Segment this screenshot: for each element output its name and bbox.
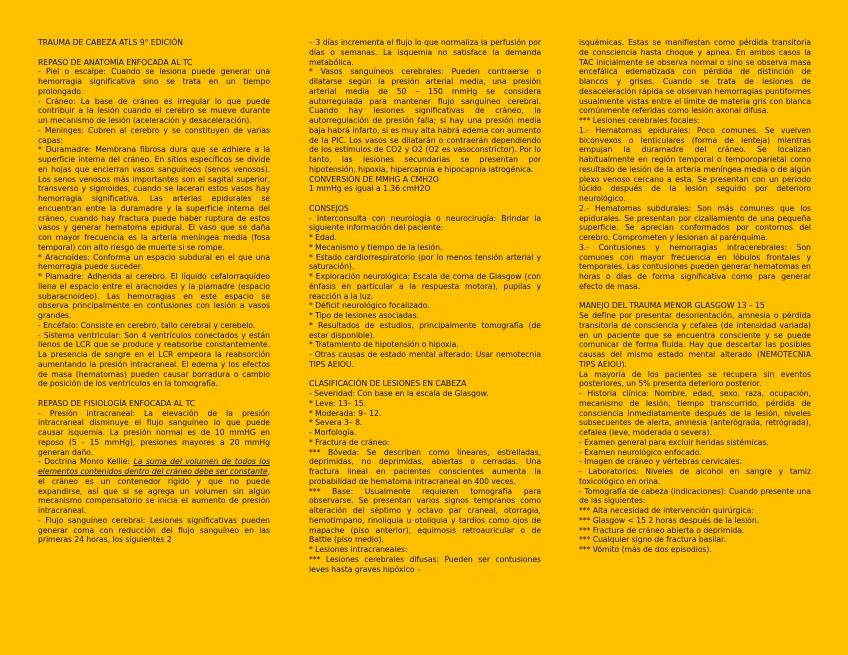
paragraph: - Piel o escalpe: Cuando se lesiona puede generar una hemorragia significativa sino se trata en un tiempo prolongado. xyxy=(38,67,270,96)
paragraph: - Cráneo: La base de cráneo es irregular lo que puede contribuir a la lesión cuando el cerebro se mueve durante un mecanismo de lesión (aceleración y desaceleración). xyxy=(38,96,270,125)
list-item: * Leve: 13– 15. xyxy=(309,398,367,408)
paragraph: * Aracnoides: Conforma un espacio subdural en el que una hemorragia puede suceder. xyxy=(38,252,270,272)
list-item: - Examen neurológico enfocado. xyxy=(579,447,702,457)
paragraph: *** Base: Usualmente requieren tomografía para observarse. Se presentan varios signos tempranos como alteración del séptimo y octavo par craneal, otorragia, hemotímpano, rinoliquia u otoliquia y tardíos como ojos de mapache (piso anterior), equimosis retroauricular o de Battle (piso medio). xyxy=(309,486,541,545)
monro-definition: La suma del volumen de todos los elementos contenidos dentro del cráneo debe ser constante xyxy=(38,457,270,476)
monro-rest: , el cráneo es un contenedor rígido y que no puede expandirse, así que si se agrega un volumen sin algún mecanismo compensatorio se inicia el aumento de presión intracraneal. xyxy=(38,467,270,515)
list-item: - Morfología. xyxy=(309,428,357,437)
section-heading-classification: CLASIFICACIÓN DE LESIONES EN CABEZA xyxy=(309,379,467,389)
paragraph: 1.- Hematomas epidurales: Poco comunes. Se vuelven biconvexos o lenticulares (forma de lenteja) mientras empujan la duramadre del cráneo. Se localizan habitualmente en región temporal o temporoparietal como resultado de lesión de la arteria meníngea media o de algún plexo venoso cercano a esta. Se presentan con un periodo lúcido después de la lesión seguido por deterioro neurológico. xyxy=(579,125,811,203)
list-item: - Laboratorios: Niveles de alcohol en sangre y tamiz toxicológico en orina. xyxy=(579,467,811,486)
paragraph: - Flujo sanguíneo cerebral: Lesiones significativas pueden generar coma con reducción del flujo sanguíneo en las primeras 24 horas, los siguientes 2 xyxy=(38,515,270,545)
paragraph: La mayoría de los pacientes se recupera sin eventos posteriores, un 5% presenta deterioro posterior. xyxy=(579,369,811,389)
list-item: * Mecanismo y tiempo de la lesión. xyxy=(309,242,443,252)
section-heading-physiology: REPASO DE FISIOLOGÍA ENFOCADA AL TC xyxy=(38,398,196,408)
section-heading-minor-trauma: MANEJO DEL TRAUMA MENOR GLASGOW 13 – 15 xyxy=(579,301,765,311)
list-item: * Estado cardiorrespiratorio (por lo menos tensión arterial y saturación). xyxy=(309,252,541,272)
paragraph: - Meninges: Cubren al cerebro y se constituyen de varias capas: xyxy=(38,125,270,145)
section-heading-consejos: CONSEJOS xyxy=(309,203,349,213)
paragraph: * Piamadre: Adherida al cerebro. El líquido cefalorraquídeo llena el espacio entre el aracnoides y la piamadre (espacio subaracnoideo). Las hemorragias en este espacio se observa principalmente en contusiones con lesión a vasos grandes. xyxy=(38,272,270,320)
paragraph: - Interconsulta con neurología o neurocirugía: Brindar la siguiente información del paciente: xyxy=(309,213,541,233)
list-item: * Severa 3– 8. xyxy=(309,418,363,428)
section-heading-anatomy: REPASO DE ANATOMÍA ENFOCADA AL TC xyxy=(38,57,193,67)
paragraph: – 3 días incrementa el flujo lo que normaliza la perfusión por días o semanas. La isquemia no satisface la demanda metabólica. xyxy=(309,38,541,67)
paragraph: Se define por presentar desorientación, amnesia o pérdida transitoria de consciencia y cefalea (de intensidad variada) en un paciente que se encuentra consciente y se puede comunicar de forma fluida. Hay que descartar las posibles causas del mismo estado mental alterado (NEMOTECNIA TIPS AEIOU). xyxy=(579,311,811,369)
paragraph: 1 mmHg es igual a 1.36 cmH2O xyxy=(309,184,431,194)
list-item: *** Lesiones cerebrales focales: xyxy=(579,116,700,125)
list-item: * Déficit neurológico focalizado. xyxy=(309,301,430,311)
paragraph: *** Lesiones cerebrales difusas: Pueden ser contusiones leves hasta graves hipóxico – xyxy=(309,554,541,574)
document-title: TRAUMA DE CABEZA ATLS 9° EDICIÓN xyxy=(38,38,183,47)
paragraph: - Otras causas de estado mental alterado: Usar nemotecnia TIPS AEIOU. xyxy=(309,350,541,369)
paragraph-monro-kellie xyxy=(38,457,270,516)
list-item: - Examen general para excluir heridas sistémicas. xyxy=(579,437,769,447)
paragraph: * Vasos sanguíneos cerebrales: Pueden contraerse o dilatarse según la presión arterial media, una presión arterial media de 50 – 150 mmHg se considera autorregulada para mantener flujo sanguíneo cerebral. Cuando hay lesiones significativas de cráneo, la autorregulación de presión falla; si hay una presión media baja habrá infarto, si es muy alta habrá edema con aumento de la PIC. Los vasos se dilatarán o contraerán dependiendo de los estímulos de CO2 y O2 (O2 es vasoconstrictor). Por lo tanto, las lesiones secundarias se presentan por hipotensión, hipoxia, hipercapnia e hipocapnia iatrogénica. xyxy=(309,67,541,174)
list-item: * Tratamiento de hipotensión o hipoxia. xyxy=(309,340,459,350)
column-1 xyxy=(38,38,270,545)
paragraph: isquémicas. Estas se manifiestan como pérdida transitoria de consciencia hasta choque y apnea. En ambos casos la TAC inicialmente se observa normal o sino se observa masa encefálica edematizada con pérdida de distinción de blancos y grises. Cuando se trata de lesiones de desaceleración rápida se observan hemorragias puntiformes usualmente vistas entre el límite de materia gris con blanca comúnmente referidas como lesión axonal difusa. xyxy=(579,38,811,116)
paragraph: - Presión intracraneal: La elevación de la presión intracraneal disminuye el flujo sanguíneo lo que puede causar isquemia. La presión normal es de 10 mmHG en reposo (5 - 15 mmHg), presiones mayores a 20 mmHg generan daño. xyxy=(38,408,270,457)
monro-prefix: - Doctrina Monro Kellie: xyxy=(38,457,134,467)
paragraph: 2.- Hematomas subdurales: Son más comunes que los epidurales. Se presentan por cizallamiento de una pequeña superficie. Se aprecian conformados por contornos del cerebro. Comprometen y lesionan al parénquima. xyxy=(579,203,811,242)
list-item: - Severidad: Con base en la escala de Glasgow. xyxy=(309,389,489,398)
list-item: *** Cualquier signo de fractura basilar. xyxy=(579,535,726,545)
list-item: *** Vómito (más de dos episodios). xyxy=(579,545,712,554)
column-2 xyxy=(309,38,541,574)
paragraph: *** Bóveda: Se describen como lineares, estrelladas, deprimidas, no deprimidas, abiertas o cerradas. Una fractura lineal en pacientes conscientes aumenta la probabilidad de hematoma intracraneal en 400 veces. xyxy=(309,447,541,486)
list-item: * Edad. xyxy=(309,233,337,242)
paragraph: - Tomografía de cabeza (indicaciones): Cuando presente una de las siguientes: xyxy=(579,486,811,506)
paragraph: - Encéfalo: Consiste en cerebro, tallo cerebral y cerebelo. xyxy=(38,320,256,330)
list-item: * Moderada: 9– 12. xyxy=(309,408,382,418)
list-item: *** Fractura de cráneo abierta o deprimida. xyxy=(579,525,745,535)
list-item: * Exploración neurológica: Escala de coma de Glasgow (con énfasis en particular a la respuesta motora), pupilas y reacción a la luz. xyxy=(309,272,541,301)
list-item: *** Glasgow < 15 2 horas después de la lesión. xyxy=(579,515,760,525)
paragraph: * Duramadre: Membrana fibrosa dura que se adhiere a la superficie interna del cráneo. En sitios específicos se divide en hojas que encierran vasos sanguíneos (senos venosos). Los senos venosos más importantes son el sagital superior, transverso y sigmoides, cuando se laceran estos vasos hay hemorragia significativa. Las arterias epidurales se encuentran entre la duramadre y la superficie interna del cráneo, cuando hay fractura puede haber ruptura de estos vasos y generar hematoma epidural. El vaso que se daña con mayor frecuencia es la arteria meníngea media (fosa temporal) con alto riesgo de muerte si se rompe. xyxy=(38,145,270,252)
paragraph: - Sistema ventricular: Son 4 ventrículos conectados y están llenos de LCR que se produce y reabsorbe constantemente. La presencia de sangre en el LCR empeora la reabsorción aumentando la presión intracraneal. El edema y los efectos de masa (hematomas) pueden causar borradura o cambio de posición de los ventrículos en la tomografía. xyxy=(38,330,270,389)
column-3 xyxy=(579,38,811,555)
section-heading-conversion: CONVERSIÓN DE MMHG A CMH2O xyxy=(309,174,439,184)
list-item: *** Alta necesidad de intervención quirúrgica: xyxy=(579,506,754,515)
list-item: * Fractura de cráneo: xyxy=(309,437,390,447)
list-item: * Lesiones intracraneales: xyxy=(309,545,408,554)
list-item: - Imagen de cráneo y vértebras cervicales. xyxy=(579,457,742,467)
list-item: * Resultados de estudios, principalmente tomografía (de estar disponible). xyxy=(309,320,541,340)
paragraph: - Historia clínica: Nombre, edad, sexo, raza, ocupación, mecanismo de lesión, tiempo transcurrido, pérdida de consciencia inmediatamente después de la lesión, niveles subsecuentes de alerta, amnesia (anterógrada, retrógrada), cefalea (leve, moderada o severa). xyxy=(579,389,811,437)
paragraph: 3.- Contusiones y hemorragias intracerebrales: Son comunes con mayor frecuencia en lóbulos frontales y temporales. Las contusiones pueden generar hematomas en horas o días de forma significativa como para generar efecto de masa. xyxy=(579,242,811,291)
list-item: * Tipo de lesiones asociadas. xyxy=(309,311,419,320)
